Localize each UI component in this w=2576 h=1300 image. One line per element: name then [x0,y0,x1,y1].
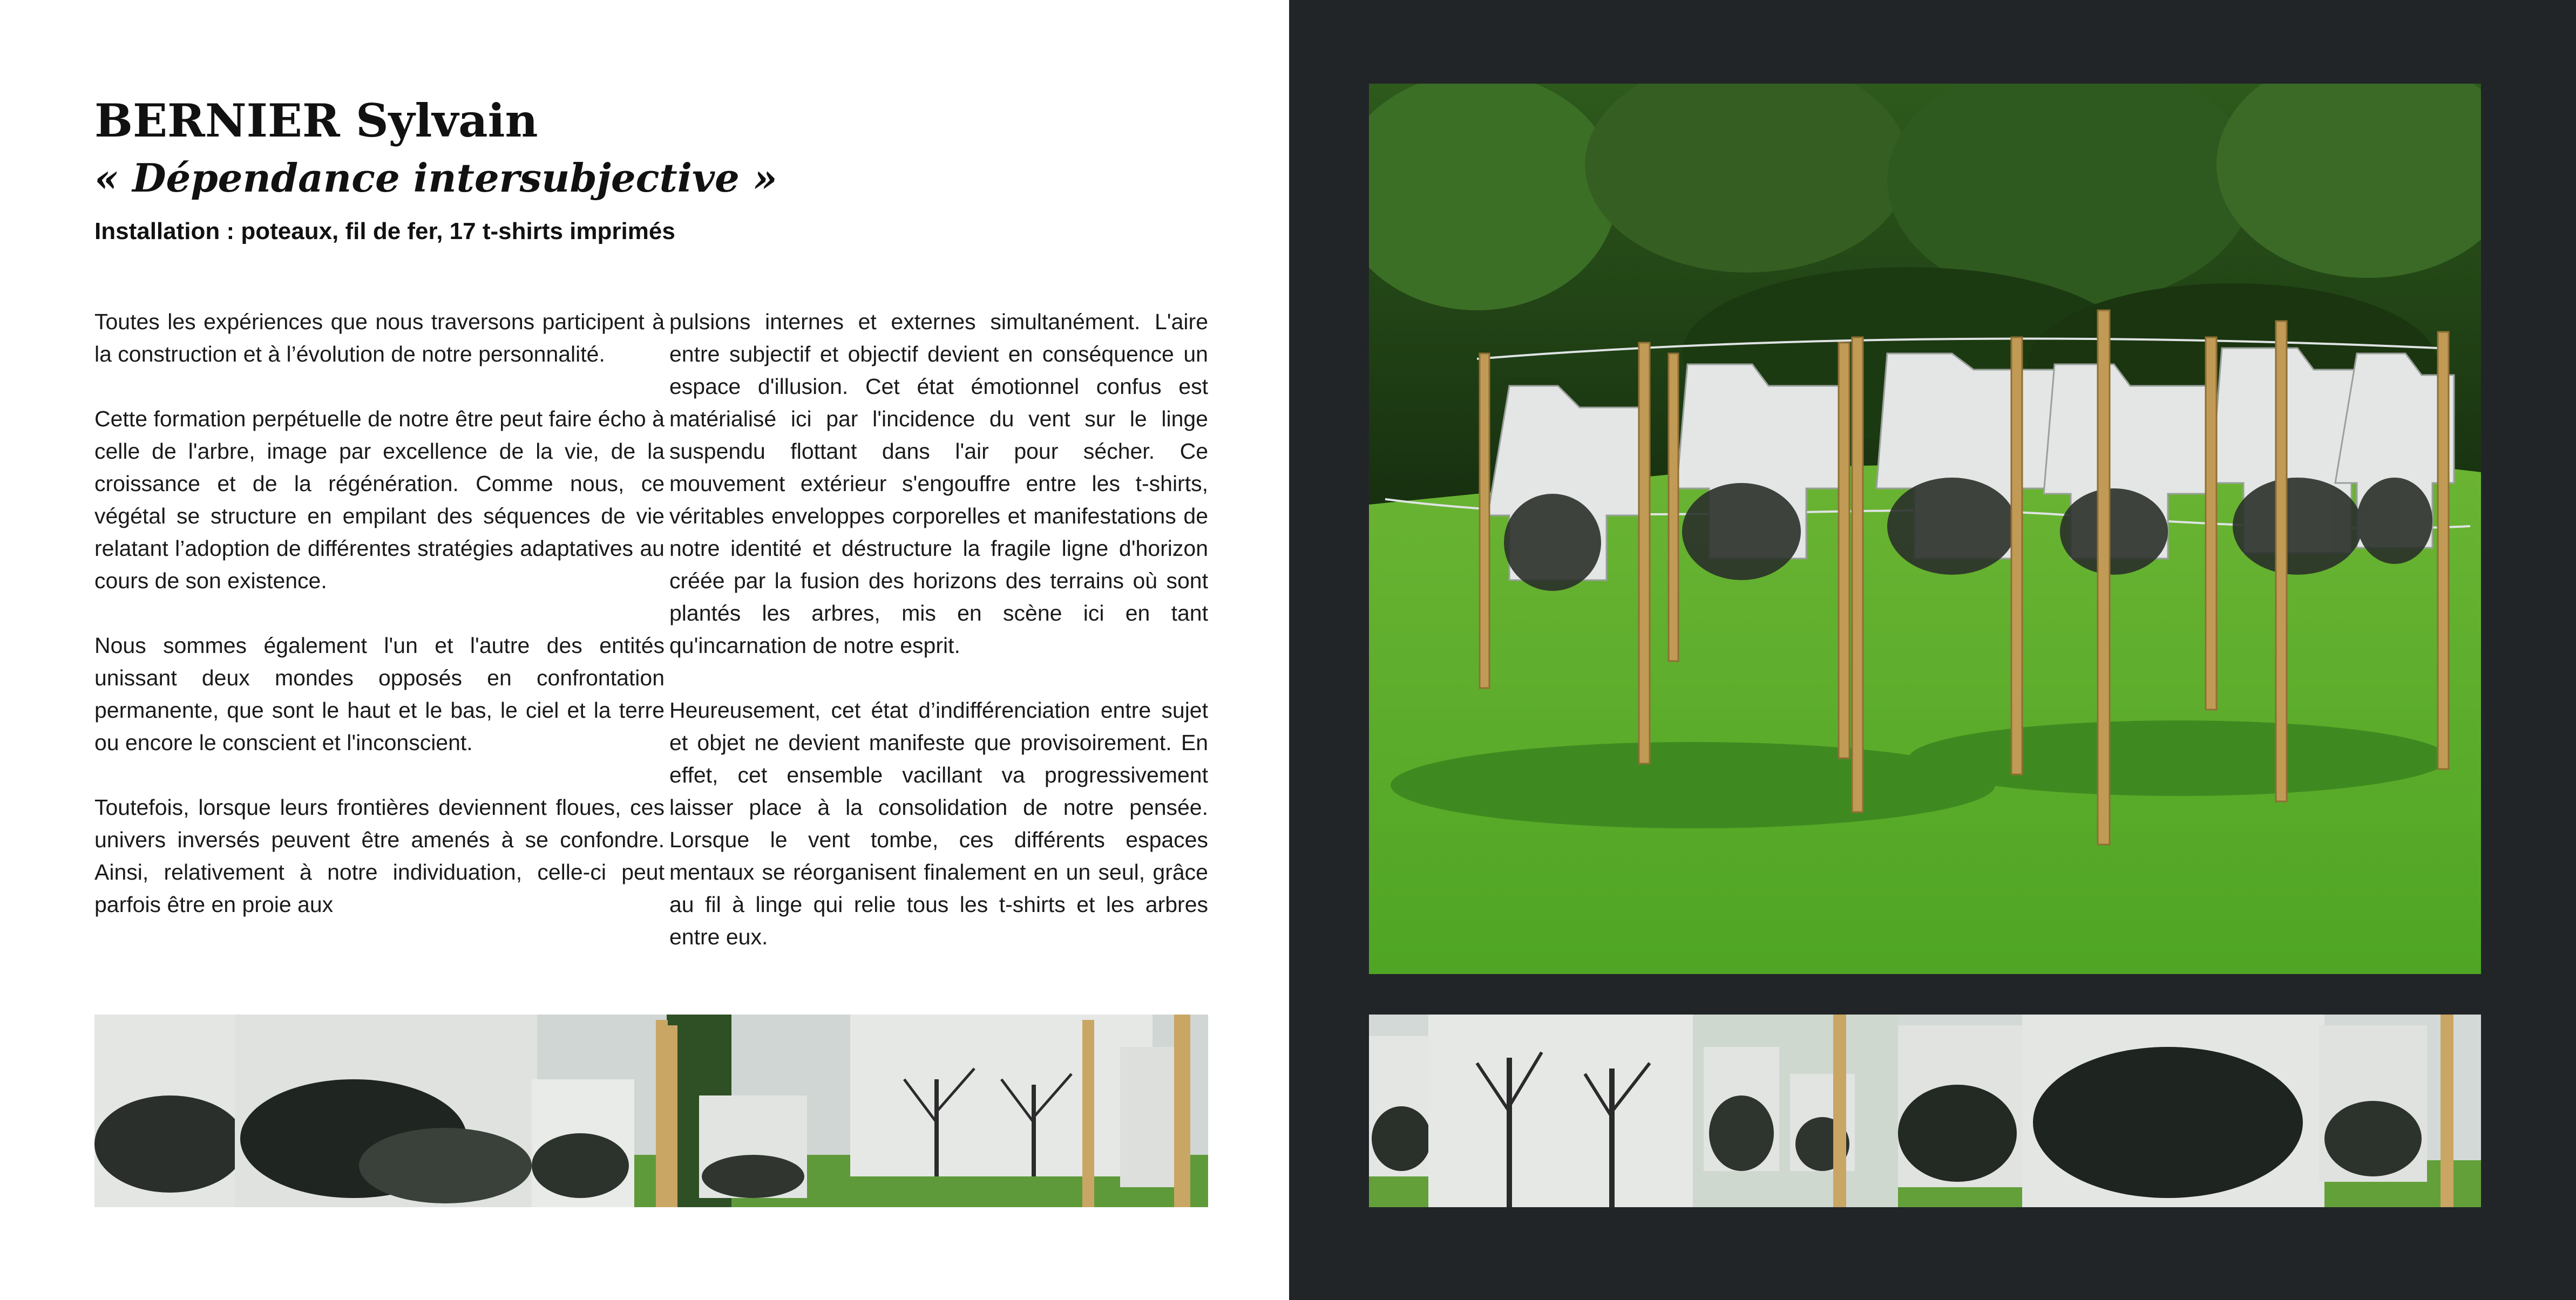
paragraph: Toutefois, lorsque leurs frontières deviennent floues, ces univers inversés peuvent être amenés à se confondre. Ainsi, relativement à notre individuation, celle-ci peut parfois être en proie aux [94,795,665,917]
paragraph: Cette formation perpétuelle de notre être peut faire écho à celle de l'arbre, image par excellence de la vie, de la croissance et de la régénération. Comme nous, ce végétal se structure en empilant des séquences de vie relatant l’adoption de différentes stratégies adaptatives au cours de son existence. [94,406,665,593]
paragraph: pulsions internes et externes simultanément. L'aire entre subjectif et objectif devient en conséquence un espace d'illusion. Cet état émotionnel confus est matérialisé ici par l'incidence du vent sur le linge suspendu flottant dans l'air pour sécher. Ce mouvement extérieur s'engouffre entre les t-shirts, véritables enveloppes corporelles et manifestations de notre identité et déstructure la fragile ligne d'horizon créée par la fusion des horizons des terrains où sont plantés les arbres, mis en scène ici en tant qu'incarnation de notre esprit. [669,309,1208,658]
medium-description: Installation : poteaux, fil de fer, 17 t-shirts imprimés [94,218,675,244]
paragraph: Heureusement, cet état d’indifférenciation entre sujet et objet ne devient manifeste que provisoirement. En effet, cet ensemble vacillant va progressivement laisser place à la consolidation de notre pensée. Lorsque le vent tombe, ces différents espaces mentaux se réorganisent finalement en un seul, grâce au fil à linge qui relie tous les t-shirts et les arbres entre eux. [669,698,1208,949]
panoramic-strip-photo-right [1369,1015,2481,1207]
installation-main-photo [1369,84,2481,974]
text-column-1 [94,305,665,953]
tshirt-closeup-image [94,1015,1208,1207]
paragraph: Nous sommes également l'un et l'autre des entités unissant deux mondes opposés en confrontation permanente, que sont le haut et le bas, le ciel et la terre ou encore le conscient et l'inconscient. [94,633,665,755]
installation-image [1369,84,2481,974]
artist-name: BERNIER Sylvain [94,94,538,147]
paragraph: Toutes les expériences que nous traversons participent à la construction et à l’évolution de notre personnalité. [94,309,665,366]
text-column-2 [669,305,1208,985]
work-title: « Dépendance intersubjective » [94,155,777,201]
tshirt-closeup-image [1369,1015,2481,1207]
panoramic-strip-photo-left [94,1015,1208,1207]
